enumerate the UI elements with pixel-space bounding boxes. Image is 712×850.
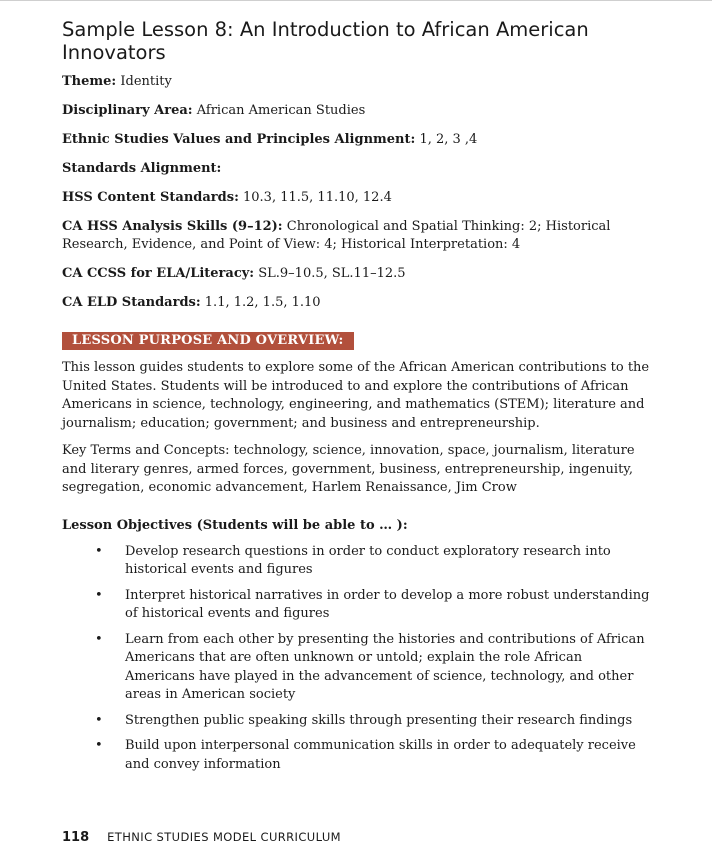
bullet-icon: • (95, 738, 103, 753)
list-item: • Develop research questions in order to conduct exploratory research into historical events and figures (95, 543, 611, 577)
meta-values-alignment: Ethnic Studies Values and Principles Alignment: 1, 2, 3 ,4 (62, 132, 478, 147)
meta-eld-standards: CA ELD Standards: 1.1, 1.2, 1.5, 1.10 (62, 295, 321, 310)
section-banner: LESSON PURPOSE AND OVERVIEW: (62, 332, 354, 350)
bullet-icon: • (95, 587, 103, 603)
list-item: • Interpret historical narratives in order to develop a more robust understanding of historical events and figures (95, 587, 650, 621)
meta-ccss-ela: CA CCSS for ELA/Literacy: SL.9–10.5, SL.11–12.5 (62, 266, 406, 281)
key-terms-paragraph: Key Terms and Concepts: technology, science, innovation, space, journalism, literature and literary genres, armed forces, government, business, entrepreneurship, ingenuity, segregation, economic advancement, Harlem Renaissance, Jim Crow (62, 443, 635, 495)
bullet-icon: • (95, 631, 103, 647)
meta-theme: Theme: Identity (62, 74, 172, 89)
list-item: • Build upon interpersonal communication skills in order to adequately receive and convey information (95, 738, 636, 772)
page-footer (62, 830, 341, 845)
objectives-heading: Lesson Objectives (Students will be able to … ): (62, 517, 408, 533)
metadata-section (62, 73, 652, 312)
lesson-title: Sample Lesson 8: An Introduction to African American Innovators (62, 18, 589, 64)
meta-disciplinary-area: Disciplinary Area: African American Studies (62, 103, 366, 118)
bullet-icon: • (95, 543, 103, 559)
document-page (62, 18, 652, 781)
list-item: • Learn from each other by presenting the histories and contributions of African Americans that are often unknown or untold; explain the role African Americans have played in the advancement of science, technology, and other areas in American society (95, 631, 645, 702)
page-number: 118 (62, 830, 90, 845)
objectives-list (62, 543, 652, 775)
bullet-icon: • (95, 712, 103, 728)
meta-hss-content: HSS Content Standards: 10.3, 11.5, 11.10, 12.4 (62, 190, 392, 205)
overview-paragraph: This lesson guides students to explore some of the African American contributions to the United States. Students will be introduced to and explore the contributions of African Americans in science, technology, engineering, and mathematics (STEM); literature and journalism; education; government; and business and entrepreneurship. (62, 360, 650, 431)
list-item: • Strengthen public speaking skills through presenting their research findings (62, 712, 652, 731)
meta-hss-analysis: CA HSS Analysis Skills (9–12): Chronological and Spatial Thinking: 2; Historical Research, Evidence, and Point of View: 4; Historical Interpretation: 4 (62, 219, 611, 252)
top-rule (0, 0, 712, 1)
meta-standards-alignment: Standards Alignment: (62, 161, 222, 176)
footer-title: ETHNIC STUDIES MODEL CURRICULUM (107, 830, 341, 844)
